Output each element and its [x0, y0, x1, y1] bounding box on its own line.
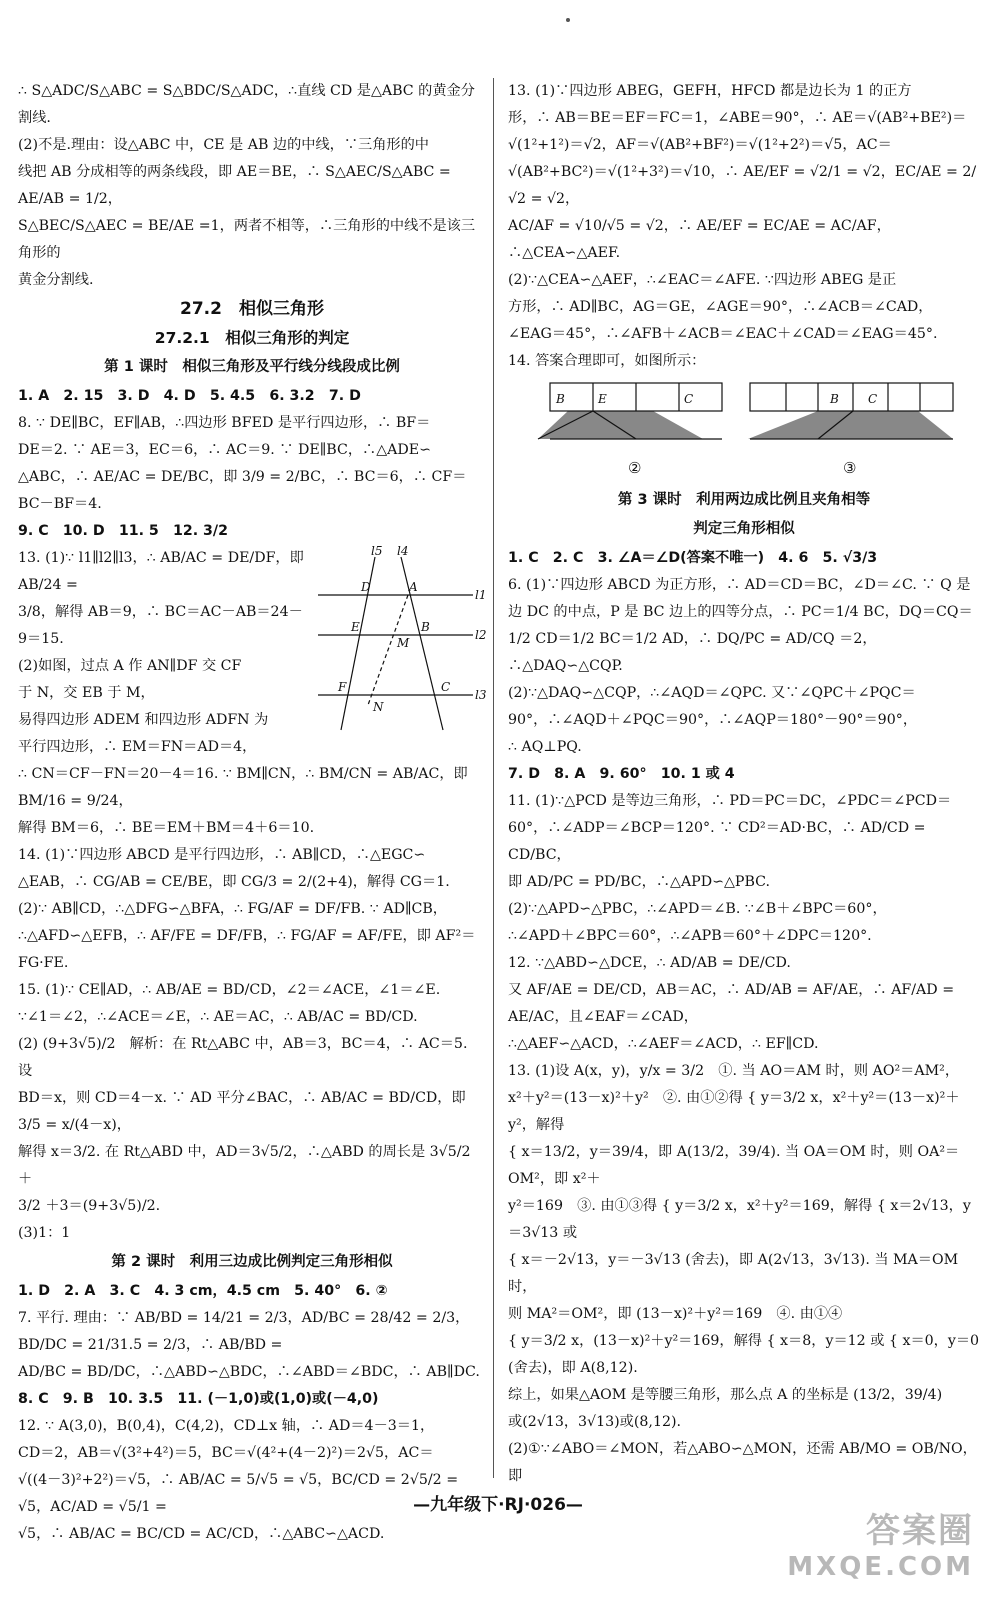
svg-text:A: A [409, 580, 418, 594]
answer-line: 14. 答案合理即可，如图所示： [508, 353, 706, 369]
svg-text:E: E [351, 620, 360, 634]
answer-line: ∵∠1＝∠2，∴∠ACE＝∠E，∴ AE＝AC，∴ AB/AC = BD/CD. [18, 1009, 418, 1025]
svg-text:l1: l1 [475, 588, 487, 602]
answer-line: √5，∴ AB/AC = BC/CD = AC/CD，∴△ABC∽△ACD. [18, 1526, 385, 1542]
right-column [508, 78, 980, 1490]
answer-line: 1. C 2. C 3. ∠A＝∠D(答案不唯一) 4. 6 5. √3/3 [508, 550, 878, 566]
answer-line: 解得 BM＝6，∴ BE＝EM＋BM＝4＋6＝10. [18, 820, 315, 836]
answer-line: S△BEC/S△AEC = BE/AE =1，两者不相等，∴三角形的中线不是该三角形的 [18, 218, 476, 261]
answer-line: AD/BC = BD/DC，∴△ABD∽△BDC，∴∠ABD＝∠BDC，∴ AB∥DC. [18, 1364, 480, 1380]
answer-line: 于 N，交 EB 于 M， [18, 685, 155, 701]
answer-line: ∠EAG＝45°，∴∠AFB＋∠ACB＝∠EAC＋∠CAD＝∠EAG＝45°. [508, 326, 938, 342]
answer-line: 综上，如果△AOM 是等腰三角形，那么点 A 的坐标是 (13/2，39/4) [508, 1387, 943, 1403]
answer-line: 黄金分割线. [18, 272, 94, 288]
answer-line: √((4－3)²+2²)＝√5，∴ AB/AC = 5/√5 = √5，BC/CD = 2√5/2 = √5，AC/AD = √5/1 = [18, 1472, 459, 1515]
answer-line: 13. (1)设 A(x，y)，y/x = 3/2 ①. 当 AO＝AM 时，则 AO²＝AM²， [508, 1063, 960, 1079]
answer-line: 8. C 9. B 10. 3.5 11. (－1,0)或(1,0)或(－4,0) [18, 1391, 379, 1407]
answer-line: y²＝169 ③. 由①③得 { y＝3/2 x，x²＋y²＝169，解得 { x＝2√13，y＝3√13 或 [508, 1198, 971, 1241]
svg-text:B: B [830, 392, 839, 406]
svg-text:C: C [441, 680, 451, 694]
answer-line: 方形，∴ AD∥BC，AG＝GE，∠AGE＝90°，∴∠ACB＝∠CAD， [508, 299, 933, 315]
svg-text:E: E [598, 392, 607, 406]
answer-line: 9. C 10. D 11. 5 12. 3/2 [18, 523, 228, 539]
answer-line: 13. (1)∵四边形 ABEG，GEFH，HFCD 都是边长为 1 的正方 [508, 83, 912, 99]
answer-line: 15. (1)∵ CE∥AD，∴ AB/AE = BD/CD，∠2＝∠ACE，∠1＝∠E. [18, 982, 441, 998]
answer-line: △EAB，∴ CG/AB = CE/BE，即 CG/3 = 2/(2+4)，解得 CG＝1. [18, 874, 450, 890]
lesson-title: 第 3 课时 利用两边成比例且夹角相等 [617, 492, 871, 508]
answer-line: (2)∵△APD∽△PBC，∴∠APD＝∠B. ∵∠B＋∠BPC＝60°， [508, 901, 887, 917]
parallel-lines-figure [313, 544, 487, 745]
answer-line: CD＝2，AB＝√(3²+4²)＝5，BC＝√(4²+(4－2)²)＝2√5，AC＝ [18, 1445, 434, 1461]
answer-line: √(AB²+BC²)＝√(1²+3²)＝√10，∴ AE/EF = √2/1 = √2，EC/AE = 2/√2 = √2， [508, 164, 977, 207]
watermark-text: 答案圈 [866, 1511, 974, 1551]
answer-line: 3/2 ＋3＝(9+3√5)/2. [18, 1198, 161, 1214]
answer-line: 1. D 2. A 3. C 4. 3 cm，4.5 cm 5. 40° 6. ② [18, 1283, 388, 1299]
answer-line: 即 AD/PC = PD/BC，∴△APD∽△PBC. [508, 874, 770, 890]
answer-line: ∴△AFD∽△EFB，∴ AF/FE = DF/FB，∴ FG/AF = AF/FE，即 AF²＝FG·FE. [18, 928, 476, 971]
answer-line: ∴ CN＝CF－FN＝20－4＝16. ∵ BM∥CN，∴ BM/CN = AB/AC，即 BM/16 = 9/24， [18, 766, 468, 809]
watermark-logo [787, 1503, 974, 1582]
lesson-title: 第 1 课时 相似三角形及平行线分线段成比例 [104, 359, 400, 375]
svg-text:l3: l3 [475, 688, 487, 702]
answer-line: DE＝2. ∵ AE＝3，EC＝6，∴ AC＝9. ∵ DE∥BC，∴△ADE∽ [18, 442, 431, 458]
svg-text:D: D [361, 580, 371, 594]
answer-line: x²＋y²＝(13－x)²＋y² ②. 由①②得 { y＝3/2 x，x²＋y²＝(13－x)²＋y²，解得 [508, 1090, 960, 1133]
figure-label: ③ [843, 459, 857, 477]
answer-line: (2)①∵∠ABO＝∠MON，若△ABO∽△MON，还需 AB/MO = OB/NO，即 [508, 1441, 977, 1484]
lesson-title: 判定三角形相似 [693, 521, 795, 537]
answer-line: √(1²+1²)＝√2，AF＝√(AB²+BF²)＝√(1²+2²)＝√5，AC＝ [508, 137, 892, 153]
answer-line: ∴∠APD＋∠BPC＝60°，∴∠APB＝60°＋∠DPC＝120°. [508, 928, 872, 944]
answer-line: ∴△AEF∽△ACD，∴∠AEF＝∠ACD，∴ EF∥CD. [508, 1036, 819, 1052]
answer-line: 或(2√13，3√13)或(8,12). [508, 1414, 682, 1430]
page-footer: —九年级下·RJ·026— [413, 1495, 583, 1515]
answer-line: 9＝15. [18, 631, 64, 647]
column-divider [493, 78, 494, 1478]
answer-line: (2)∵ AB∥CD，∴△DFG∽△BFA，∴ FG/AF = DF/FB. ∵ AD∥CB， [18, 901, 447, 917]
grid-figure-3 [748, 381, 968, 451]
answer-line: 线把 AB 分成相等的两条线段，即 AE＝BE，∴ S△AEC/S△ABC = AE/AB = 1/2， [18, 164, 451, 207]
watermark-url: MXQE.COM [787, 1552, 974, 1582]
answer-line: 平行四边形，∴ EM＝FN＝AD＝4， [18, 739, 257, 755]
answer-line: 3/8，解得 AB＝9，∴ BC＝AC－AB＝24－ [18, 604, 303, 620]
grid-figure-2 [538, 381, 738, 451]
answer-line: { y＝3/2 x，(13－x)²＋y²＝169，解得 { x＝8，y＝12 或 { x＝0，y＝0 (舍去)，即 A(8,12). [508, 1333, 980, 1376]
answer-line: 1. A 2. 15 3. D 4. D 5. 4.5 6. 3.2 7. D [18, 388, 361, 404]
answer-line: (3)1：1 [18, 1225, 71, 1241]
answer-line: 13. (1)∵ l1∥l2∥l3，∴ AB/AC = DE/DF，即 AB/24 = [18, 550, 304, 593]
answer-line: ∴ S△ADC/S△ABC = S△BDC/S△ADC，∴直线 CD 是△ABC 的黄金分割线. [18, 83, 475, 126]
answer-line: 1/2 CD＝1/2 BC＝1/2 AD，∴ DQ/PC = AD/CQ ＝2，∴△DAQ∽△CQP. [508, 631, 877, 674]
answer-line: 7. D 8. A 9. 60° 10. 1 或 4 [508, 766, 735, 782]
lesson-title: 第 2 课时 利用三边成比例判定三角形相似 [111, 1254, 393, 1270]
answer-line: 6. (1)∵四边形 ABCD 为正方形，∴ AD＝CD＝BC，∠D＝∠C. ∵ Q 是 [508, 577, 971, 593]
answer-line: (2)如图，过点 A 作 AN∥DF 交 CF [18, 658, 242, 674]
svg-text:M: M [397, 636, 410, 650]
answer-line: (2)不是.理由：设△ABC 中，CE 是 AB 边的中线，∵三角形的中 [18, 137, 429, 153]
grid-figures [508, 381, 980, 481]
answer-line: BD＝x，则 CD＝4－x. ∵ AD 平分∠BAC，∴ AB/AC = BD/CD，即 3/5 = x/(4－x)， [18, 1090, 466, 1133]
answer-line: (2) (9+3√5)/2 解析：在 Rt△ABC 中，AB＝3，BC＝4，∴ AC＝5. 设 [18, 1036, 468, 1079]
answer-line: 12. ∵ A(3,0)，B(0,4)，C(4,2)，CD⊥x 轴，∴ AD＝4－3＝1， [18, 1418, 435, 1434]
svg-text:l4: l4 [397, 544, 409, 558]
svg-text:B: B [421, 620, 430, 634]
answer-line: 12. ∵△ABD∽△DCE，∴ AD/AB = DE/CD. [508, 955, 791, 971]
figure-label: ② [628, 459, 642, 477]
answer-line: 边 DC 的中点，P 是 BC 边上的四等分点，∴ PC＝1/4 BC，DQ＝CQ＝ [508, 604, 973, 620]
answer-line: 8. ∵ DE∥BC，EF∥AB，∴四边形 BFED 是平行四边形，∴ BF＝ [18, 415, 431, 431]
answer-line: 又 AF/AE = DE/CD，AB＝AC，∴ AD/AB = AF/AE，∴ AF/AD = AE/AC，且∠EAF＝∠CAD， [508, 982, 955, 1025]
svg-text:l5: l5 [371, 544, 383, 558]
answer-line: 14. (1)∵四边形 ABCD 是平行四边形，∴ AB∥CD，∴△EGC∽ [18, 847, 426, 863]
answer-line: AC/AF = √10/√5 = √2，∴ AE/EF = EC/AE = AC/AF，∴△CEA∽△AEF. [508, 218, 891, 261]
answer-line: (2)∵△DAQ∽△CQP，∴∠AQD＝∠QPC. 又∵∠QPC＋∠PQC＝ [508, 685, 916, 701]
answer-line: ∴ AQ⊥PQ. [508, 739, 582, 755]
answer-line: 解得 x＝3/2. 在 Rt△ABD 中，AD＝3√5/2，∴△ABD 的周长是 3√5/2 ＋ [18, 1144, 471, 1187]
svg-text:B: B [556, 392, 565, 406]
answer-line: 60°，∴∠ADP＝∠BCP＝120°. ∵ CD²＝AD·BC，∴ AD/CD = CD/BC， [508, 820, 926, 863]
left-column [18, 78, 486, 1548]
page-mark [566, 18, 570, 22]
answer-line: 则 MA²＝OM²，即 (13－x)²＋y²＝169 ④. 由①④ [508, 1306, 843, 1322]
answer-line: △ABC，∴ AE/AC = DE/BC，即 3/9 = 2/BC，∴ BC＝6，∴ CF＝BC－BF＝4. [18, 469, 467, 512]
answer-line: (2)∵△CEA∽△AEF，∴∠EAC＝∠AFE. ∵四边形 ABEG 是正 [508, 272, 897, 288]
answer-line: 7. 平行. 理由：∵ AB/BD = 14/21 = 2/3，AD/BC = 28/42 = 2/3，BD/DC = 21/31.5 = 2/3，∴ AB/BD = [18, 1310, 470, 1353]
svg-text:N: N [373, 700, 384, 714]
answer-line: 易得四边形 ADEM 和四边形 ADFN 为 [18, 712, 269, 728]
svg-text:F: F [338, 680, 347, 694]
answer-line: { x＝－2√13，y＝－3√13 (舍去)，即 A(2√13，3√13). 当 MA＝OM 时， [508, 1252, 959, 1295]
section-title: 27.2 相似三角形 [180, 299, 324, 319]
answer-line: { x＝13/2，y＝39/4，即 A(13/2，39/4). 当 OA＝OM 时，则 OA²＝OM²，即 x²＋ [508, 1144, 960, 1187]
subsection-title: 27.2.1 相似三角形的判定 [154, 329, 350, 347]
svg-text:l2: l2 [475, 628, 487, 642]
svg-text:C: C [868, 392, 878, 406]
answer-line: 形，∴ AB＝BE＝EF＝FC＝1，∠ABE＝90°，∴ AE＝√(AB²+BE²)＝ [508, 110, 967, 126]
answer-line: 11. (1)∵△PCD 是等边三角形，∴ PD＝PC＝DC，∠PDC＝∠PCD＝ [508, 793, 952, 809]
svg-text:C: C [684, 392, 694, 406]
answer-line: 90°，∴∠AQD＋∠PQC＝90°，∴∠AQP＝180°－90°＝90°， [508, 712, 918, 728]
